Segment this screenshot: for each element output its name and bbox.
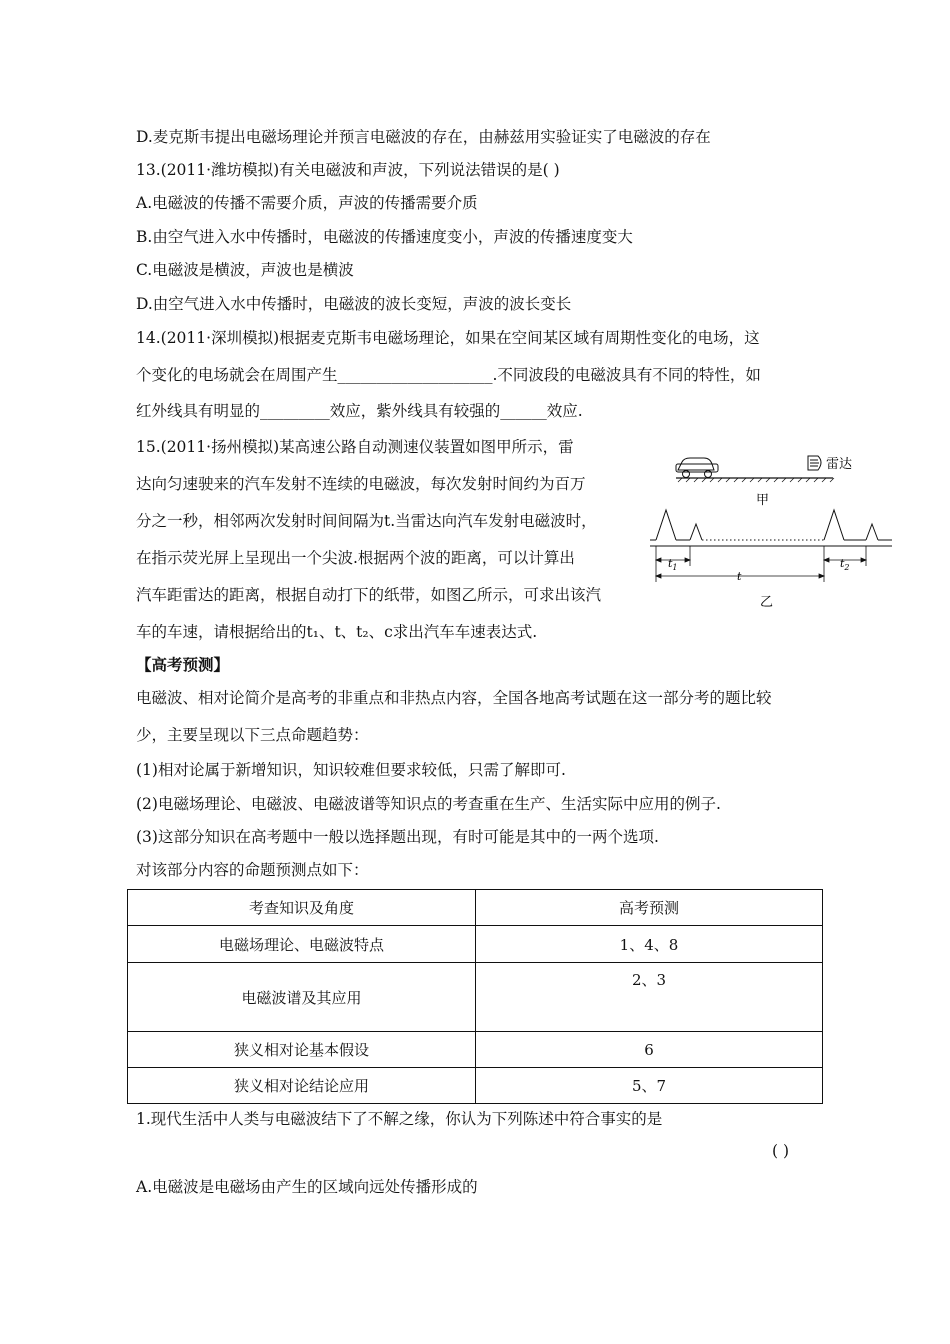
prediction-para-2: 少，主要呈现以下三点命题趋势： (136, 726, 369, 744)
q13-option-c: C.电磁波是横波，声波也是横波 (136, 261, 354, 279)
table-cell: 1、4、8 (476, 926, 823, 963)
prediction-table (127, 889, 823, 1104)
tape-signal (650, 510, 892, 546)
table-header-cell: 高考预测 (476, 890, 823, 926)
table-cell: 6 (476, 1032, 823, 1068)
q13-option-a: A.电磁波的传播不需要介质，声波的传播需要介质 (136, 194, 478, 212)
answer-bracket: ( ) (772, 1142, 790, 1160)
car-icon (676, 458, 718, 478)
q1-option-a: A.电磁波是电磁场由产生的区域向远处传播形成的 (136, 1178, 478, 1196)
prediction-intro: 对该部分内容的命题预测点如下： (136, 861, 369, 879)
figure-b-label: 乙 (760, 595, 774, 610)
section-heading: 【高考预测】 (136, 655, 230, 674)
t2-label: $t_2$ (840, 557, 850, 572)
figure-a-label: 甲 (756, 493, 770, 508)
trend-2: (2)电磁场理论、电磁波、电磁波谱等知识点的考查重在生产、生活实际中应用的例子. (136, 795, 721, 813)
radar-label: 雷达 (826, 457, 853, 472)
table-header-row (128, 890, 823, 926)
q15-line-3: 分之一秒，相邻两次发射时间间隔为t.当雷达向汽车发射电磁波时， (136, 512, 597, 530)
radar-figure (648, 448, 898, 618)
q15-line-1: 15.(2011·扬州模拟)某高速公路自动测速仪装置如图甲所示，雷 (136, 438, 574, 456)
prediction-para-1: 电磁波、相对论简介是高考的非重点和非热点内容，全国各地高考试题在这一部分考的题比较 (136, 689, 772, 707)
q12-option-d: D.麦克斯韦提出电磁场理论并预言电磁波的存在，由赫兹用实验证实了电磁波的存在 (136, 128, 711, 146)
radar-icon (808, 456, 821, 470)
table-row (128, 1068, 823, 1104)
table-header-cell: 考查知识及角度 (128, 890, 476, 926)
t-label: t (737, 570, 742, 583)
q13-option-d: D.由空气进入水中传播时，电磁波的波长变短，声波的波长变长 (136, 295, 572, 313)
table-cell: 电磁场理论、电磁波特点 (128, 926, 476, 963)
dimension-lines (656, 546, 866, 582)
q13-stem: 13.(2011·潍坊模拟)有关电磁波和声波，下列说法错误的是( ) (136, 161, 560, 179)
t1-label: $t_1$ (668, 557, 678, 572)
q14-line-3: 红外线具有明显的_________效应，紫外线具有较强的______效应. (136, 402, 583, 420)
q15-line-6: 车的车速，请根据给出的t₁、t、t₂、c求出汽车车速表达式. (136, 623, 538, 641)
q15-line-5: 汽车距雷达的距离，根据自动打下的纸带，如图乙所示，可求出该汽 (136, 586, 602, 604)
table-cell: 狭义相对论结论应用 (128, 1068, 476, 1104)
trend-1: (1)相对论属于新增知识，知识较难但要求较低，只需了解即可. (136, 761, 566, 779)
q15-line-4: 在指示荧光屏上呈现出一个尖波.根据两个波的距离，可以计算出 (136, 549, 575, 567)
q13-option-b: B.由空气进入水中传播时，电磁波的传播速度变小，声波的传播速度变大 (136, 228, 633, 246)
table-cell: 狭义相对论基本假设 (128, 1032, 476, 1068)
q1-stem: 1.现代生活中人类与电磁波结下了不解之缘，你认为下列陈述中符合事实的是 (136, 1110, 663, 1128)
road-hatching (678, 478, 834, 482)
q14-line-1: 14.(2011·深圳模拟)根据麦克斯韦电磁场理论，如果在空间某区域有周期性变化的电场，这 (136, 329, 760, 347)
table-row (128, 1032, 823, 1068)
trend-3: (3)这部分知识在高考题中一般以选择题出现，有时可能是其中的一两个选项. (136, 828, 659, 846)
table-row (128, 963, 823, 1032)
table-cell: 电磁波谱及其应用 (128, 963, 476, 1032)
table-row (128, 926, 823, 963)
table-cell: 2、3 (476, 963, 823, 1032)
q15-line-2: 达向匀速驶来的汽车发射不连续的电磁波，每次发射时间约为百万 (136, 475, 586, 493)
q14-line-2: 个变化的电场就会在周围产生____________________.不同波段的电磁波具有不同的特性，如 (136, 366, 761, 384)
table-cell: 5、7 (476, 1068, 823, 1104)
